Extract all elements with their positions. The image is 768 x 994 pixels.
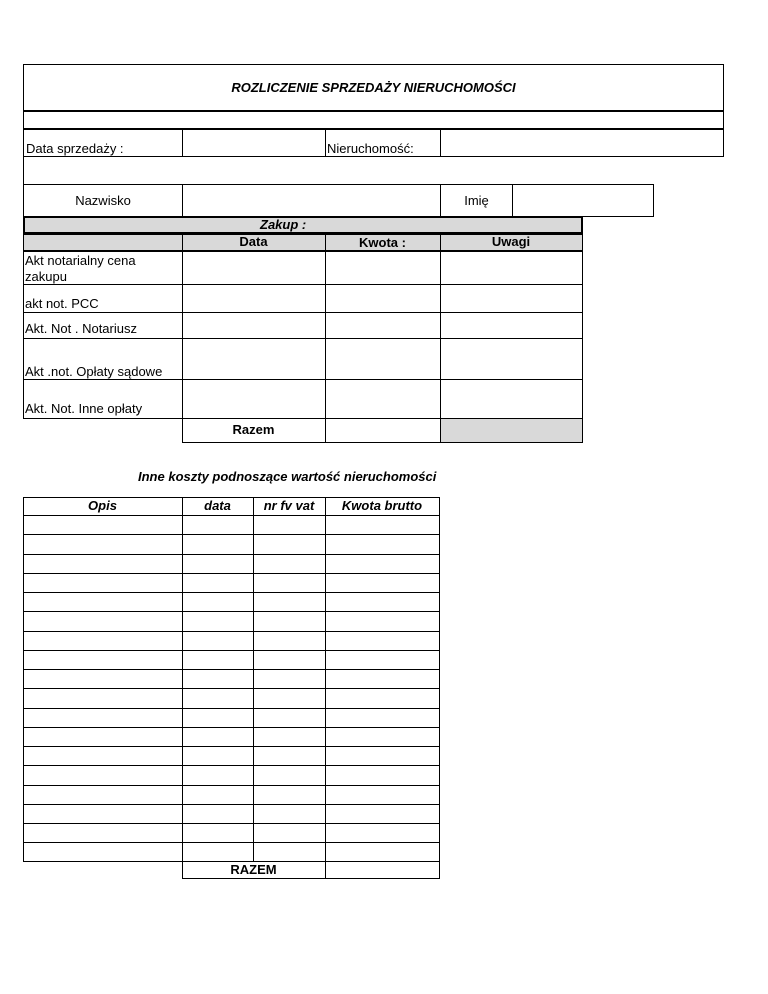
costs-section-title: Inne koszty podnoszące wartość nieruchomości [138,469,437,484]
costs-row-line [23,765,440,766]
costs-row-line [23,592,440,593]
costs-header-nr-fv-vat: nr fv vat [263,498,315,513]
costs-row-line [23,746,440,747]
purchase-row-line [23,379,583,380]
purchase-total-line [182,442,583,443]
purchase-row-line [23,338,583,339]
costs-row-line [23,785,440,786]
costs-row-line [23,823,440,824]
purchase-row-label: Akt. Not. Inne opłaty [25,401,143,416]
purchase-row-line [23,251,583,252]
purchase-total-uwagi-cell [441,419,582,442]
page-title: ROZLICZENIE SPRZEDAŻY NIERUCHOMOŚCI [231,80,516,95]
title-gap-left-border [23,112,24,128]
costs-row-line [23,688,440,689]
costs-header-data: data [204,498,231,513]
surname-label-cell [23,184,183,217]
title-gap-right-border [723,112,724,128]
costs-table [23,497,440,862]
costs-row-line [23,573,440,574]
costs-row-line [23,554,440,555]
person-gap-left-border [23,157,24,185]
costs-header-kwota-brutto: Kwota brutto [341,498,423,513]
title-box [23,64,724,112]
costs-row-line [23,842,440,843]
costs-row-line [23,727,440,728]
costs-row-line [23,669,440,670]
purchase-header-data: Data [239,234,268,249]
purchase-left-border [23,234,24,418]
costs-row-line [23,631,440,632]
purchase-row-label: Akt notarialny cena zakupu [25,253,136,284]
costs-header-opis: Opis [88,498,117,513]
surname-field[interactable] [182,184,441,217]
purchase-row-line [23,312,583,313]
name-label-cell [440,184,513,217]
sale-date-label: Data sprzedaży : [26,141,124,156]
costs-row-line [23,534,440,535]
costs-col-divider-2 [253,497,254,862]
name-field[interactable] [512,184,654,217]
property-label: Nieruchomość: [327,141,414,156]
purchase-section-title: Zakup : [260,217,307,232]
purchase-header-uwagi: Uwagi [491,234,531,249]
costs-row-line [23,515,440,516]
purchase-row-label: Akt .not. Opłaty sądowe [25,364,163,379]
purchase-total-label: Razem [232,422,275,437]
costs-bottom-line [182,878,440,879]
purchase-header-kwota: Kwota : [359,235,406,250]
costs-row-line [23,611,440,612]
purchase-row-label: Akt. Not . Notariusz [25,321,137,336]
property-field[interactable] [440,128,724,157]
costs-row-line [23,708,440,709]
purchase-section-header [23,217,583,234]
costs-row-line [23,804,440,805]
sale-date-field[interactable] [182,128,326,157]
name-label: Imię [464,193,489,208]
purchase-row-label: akt not. PCC [25,296,99,311]
costs-total-label: RAZEM [230,862,277,877]
costs-row-line [23,650,440,651]
surname-label: Nazwisko [75,193,131,208]
